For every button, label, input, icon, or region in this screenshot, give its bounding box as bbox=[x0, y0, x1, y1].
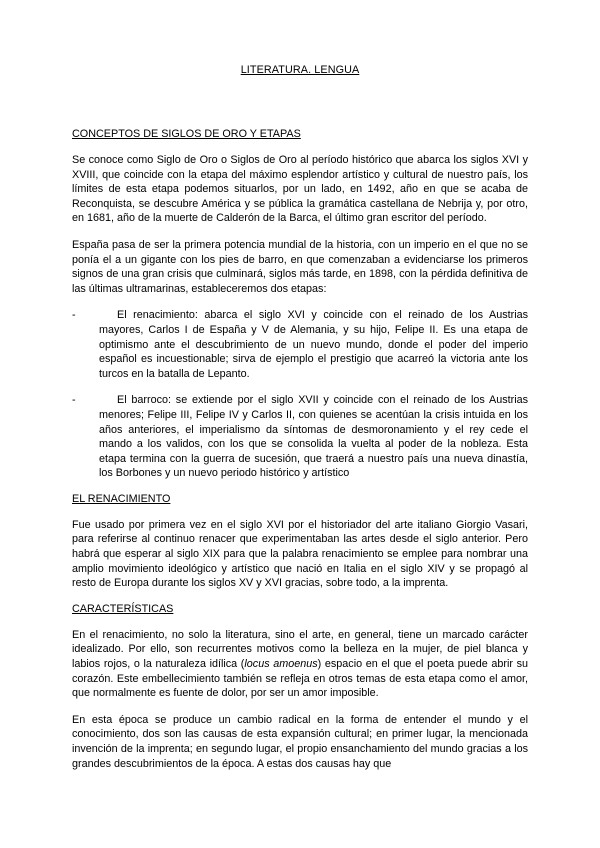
bullet-dash: - bbox=[72, 394, 76, 407]
heading-conceptos: CONCEPTOS DE SIGLOS DE ORO Y ETAPAS bbox=[72, 128, 301, 140]
paragraph-vasari: Fue usado por primera vez en el siglo XVI por el historiador del arte italiano Giorgio Vasari, para referirse al continuo renacer que experimentaban las artes desde el siglo anterior. Pero habrá que esperar al siglo XIX para que la palabra renacimiento se emplee para nombrar una amplio movimiento ideológico y artístico que nació en Italia en el siglo XIV y se propagó al resto de Europa durante los siglos XV y XVI gracias, sobre todo, a la imprenta. bbox=[72, 518, 528, 590]
bullet-text-renacimiento: El renacimiento: abarca el siglo XVI y coincide con el reinado de los Austrias mayores, Carlos I de España y V de Alemania, y su hijo, Felipe II. Es una etapa de optimismo ante el descubrimiento de un nuevo mundo, donde el poder del imperio español es incuestionable; sirva de ejemplo el prestigio que acarreó la victoria ante los turcos en la batalla de Lepanto. bbox=[99, 309, 528, 380]
paragraph-cambio-radical: En esta época se produce un cambio radical en la forma de entender el mundo y el conocimiento, dos son las causas de esta expansión cultural; en primer lugar, la mencionada invención de la imprenta; en segundo lugar, el propio ensanchamiento del mundo gracias a los grandes descubrimientos de la época. A estas dos causas hay que bbox=[72, 713, 528, 770]
locus-amoenus: locus amoenus bbox=[244, 658, 318, 671]
document-page bbox=[72, 64, 528, 783]
heading-renacimiento: EL RENACIMIENTO bbox=[72, 492, 171, 505]
paragraph-siglo-de-oro: Se conoce como Siglo de Oro o Siglos de Oro al período histórico que abarca los siglos XVI y XVIII, que coincide con la etapa del máximo esplendor artístico y cultural de nuestro país, los límites de esta etapa podemos situarlos, por un lado, en 1492, año en que se acaba de Reconquista, se descubre América y se públicа la gramática castellana de Nebrija y, por otro, en 1681, año de la muerte de Calderón de la Barca, el último gran escritor del período. bbox=[72, 154, 528, 225]
document-title: LITERATURA. LENGUA bbox=[240, 64, 360, 76]
bullet-text-barroco: El barroco: se extiende por el siglo XVII y coincide con el reinado de los Austrias menores; Felipe III, Felipe IV y Carlos II, con quienes se acentúan la crisis intuida en los años anteriores, el imperialismo da síntomas de desmoronamiento y el rey cede el mando a los validos, con los que se consolida la vuelta al poder de la nobleza. Esta etapa termina con la guerra de sucesión, que traerá a nuestro país una nueva dinastía, los Borbones y un nuevo periodo histórico y artístico bbox=[99, 394, 528, 480]
list-item-renacimiento bbox=[72, 308, 528, 381]
list-item-barroco bbox=[72, 393, 528, 481]
paragraph-idealizado: En el renacimiento, no solo la literatura, sino el arte, en general, tiene un marcado carácter idealizado. Por ello, son recurrentes motivos como la belleza en la mujer, de piel blanca y labios rojos, o la naturaleza idílica (locus amoenus) espacio en el que el poeta puede abrir su corazón. Este embellecimiento también se refleja en otros temas de esta etapa como el amor, que normalmente es fuente de dolor, por ser un amor imposible. bbox=[72, 628, 528, 700]
bullet-dash: - bbox=[72, 309, 76, 322]
paragraph-espana-potencia: España pasa de ser la primera potencia mundial de la historia, con un imperio en el que no se ponía el a un gigante con los pies de barro, en que comenzaban a evidenciarse los primeros signos de una gran crisis que culminará, siglos más tarde, en 1898, con la pérdida definitiva de las últimas ultramarinas, estableceremos dos etapas: bbox=[72, 238, 528, 295]
heading-caracteristicas: CARACTERÍSTICAS bbox=[72, 602, 174, 615]
